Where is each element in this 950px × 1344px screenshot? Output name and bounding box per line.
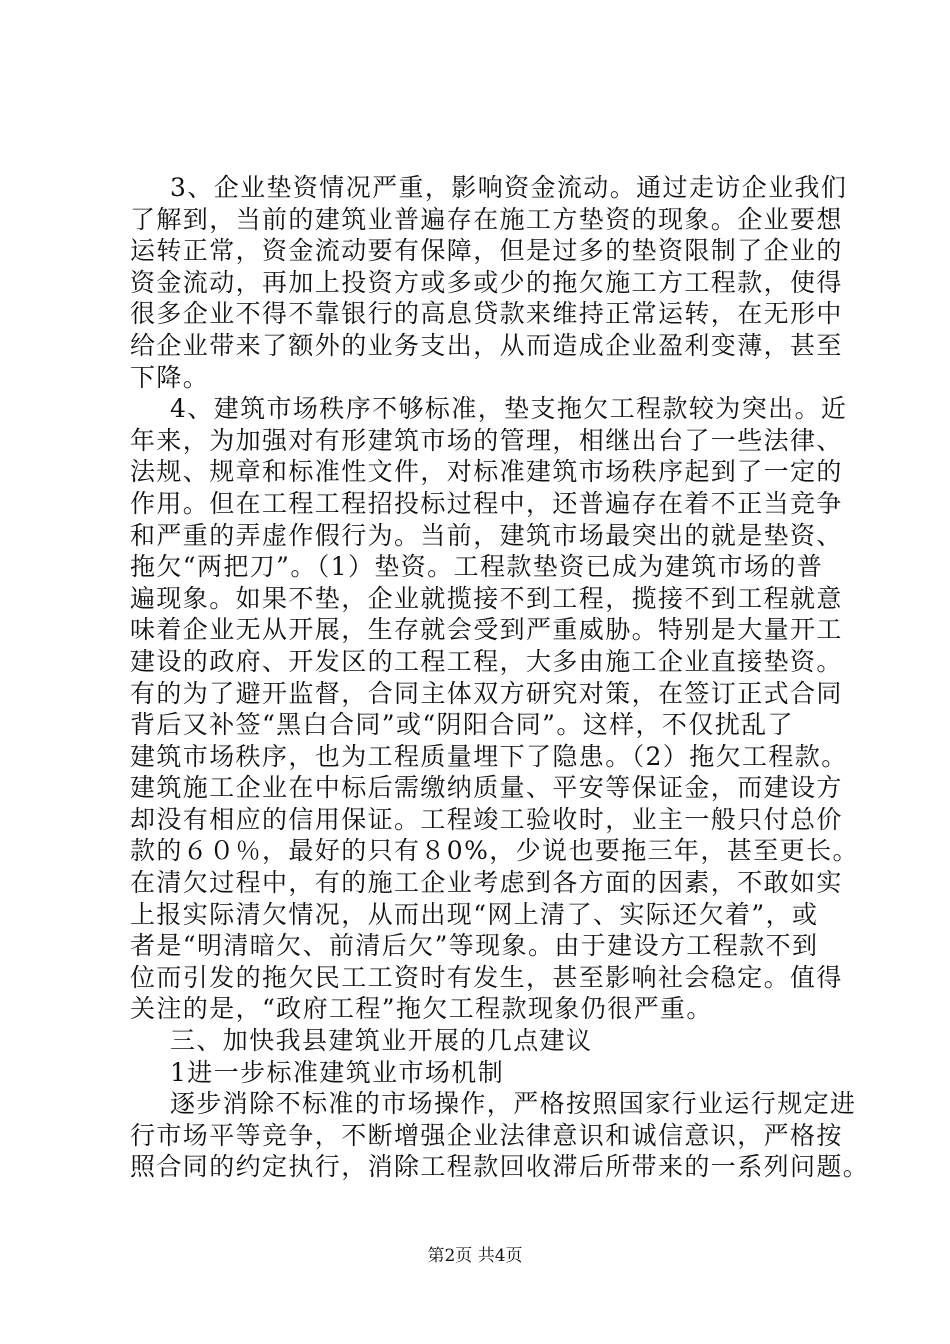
text-line: 作用。但在工程工程招投标过程中，还普遍存在着不正当竞争: [130, 488, 843, 518]
paragraph: [130, 1025, 840, 1057]
text-line: 了解到，当前的建筑业普遍存在施工方垫资的现象。企业要想: [130, 204, 843, 234]
text-line: 在清欠过程中，有的施工企业考虑到各方面的因素，不敢如实: [130, 868, 843, 898]
paragraph: [130, 393, 859, 1025]
text-line: 上报实际清欠情况，从而出现“网上清了、实际还欠着”，或: [130, 899, 819, 929]
text-line: 建设的政府、开发区的工程工程，大多由施工企业直接垫资。: [130, 646, 843, 676]
text-line: 者是“明清暗欠、前清后欠”等现象。由于建设方工程款不到: [130, 931, 819, 961]
text-line: 法规、规章和标准性文件，对标准建筑市场秩序起到了一定的: [130, 457, 843, 487]
text-line: 位而引发的拖欠民工工资时有发生，甚至影响社会稳定。值得: [130, 962, 843, 992]
text-line: 给企业带来了额外的业务支出，从而造成企业盈利变薄，甚至: [130, 330, 843, 360]
text-line: 逐步消除不标准的市场操作，严格按照国家行业运行规定进: [170, 1089, 857, 1119]
text-line: 背后又补签“黑白合同”或“阴阳合同”。这样，不仅扰乱了: [130, 710, 794, 740]
text-line: 下降。: [130, 362, 210, 392]
text-line: 运转正常，资金流动要有保障，但是过多的垫资限制了企业的: [130, 236, 843, 266]
text-line: 建筑施工企业在中标后需缴纳质量、平安等保证金，而建设方: [130, 773, 843, 803]
text-line: 三、加快我县建筑业开展的几点建议: [170, 1026, 593, 1056]
text-line: 年来，为加强对有形建筑市场的管理，相继出台了一些法律、: [130, 425, 843, 455]
text-line: 很多企业不得不靠银行的高息贷款来维持正常运转，在无形中: [130, 299, 843, 329]
document-body: [130, 172, 870, 1183]
text-line: 款的６０％，最好的只有８0%，少说也要拖三年，甚至更长。: [130, 836, 859, 866]
page-footer: 第2页 共4页: [427, 1246, 523, 1266]
text-line: 资金流动，再加上投资方或多或少的拖欠施工方工程款，使得: [130, 267, 843, 297]
text-line: 有的为了避开监督，合同主体双方研究对策，在签订正式合同: [130, 678, 843, 708]
text-line: 和严重的弄虚作假行为。当前，建筑市场最突出的就是垫资、: [130, 520, 843, 550]
text-line: 建筑市场秩序，也为工程质量埋下了隐患。（2）拖欠工程款。: [130, 741, 848, 771]
text-line: 行市场平等竞争，不断增强企业法律意识和诚信意识，严格按: [130, 1120, 843, 1150]
text-line: 3、企业垫资情况严重，影响资金流动。通过走访企业我们: [170, 173, 848, 202]
text-line: 1进一步标准建筑业市场机制: [170, 1057, 505, 1087]
text-line: 关注的是，“政府工程”拖欠工程款现象仍很严重。: [130, 994, 713, 1024]
paragraph: [130, 172, 848, 393]
text-line: 拖欠“两把刀”。（1）垫资。工程款垫资已成为建筑市场的普: [130, 552, 824, 582]
text-line: 味着企业无从开展，生存就会受到严重威胁。特别是大量开工: [130, 615, 843, 645]
text-line: 遍现象。如果不垫，企业就揽接不到工程，揽接不到工程就意: [130, 583, 843, 613]
paragraph: [130, 1057, 840, 1089]
text-line: 却没有相应的信用保证。工程竣工验收时，业主一般只付总价: [130, 804, 843, 834]
paragraph: [130, 1088, 870, 1183]
text-line: 照合同的约定执行，消除工程款回收滞后所带来的一系列问题。: [130, 1152, 870, 1182]
text-line: 4、建筑市场秩序不够标准，垫支拖欠工程款较为突出。近: [170, 394, 848, 424]
